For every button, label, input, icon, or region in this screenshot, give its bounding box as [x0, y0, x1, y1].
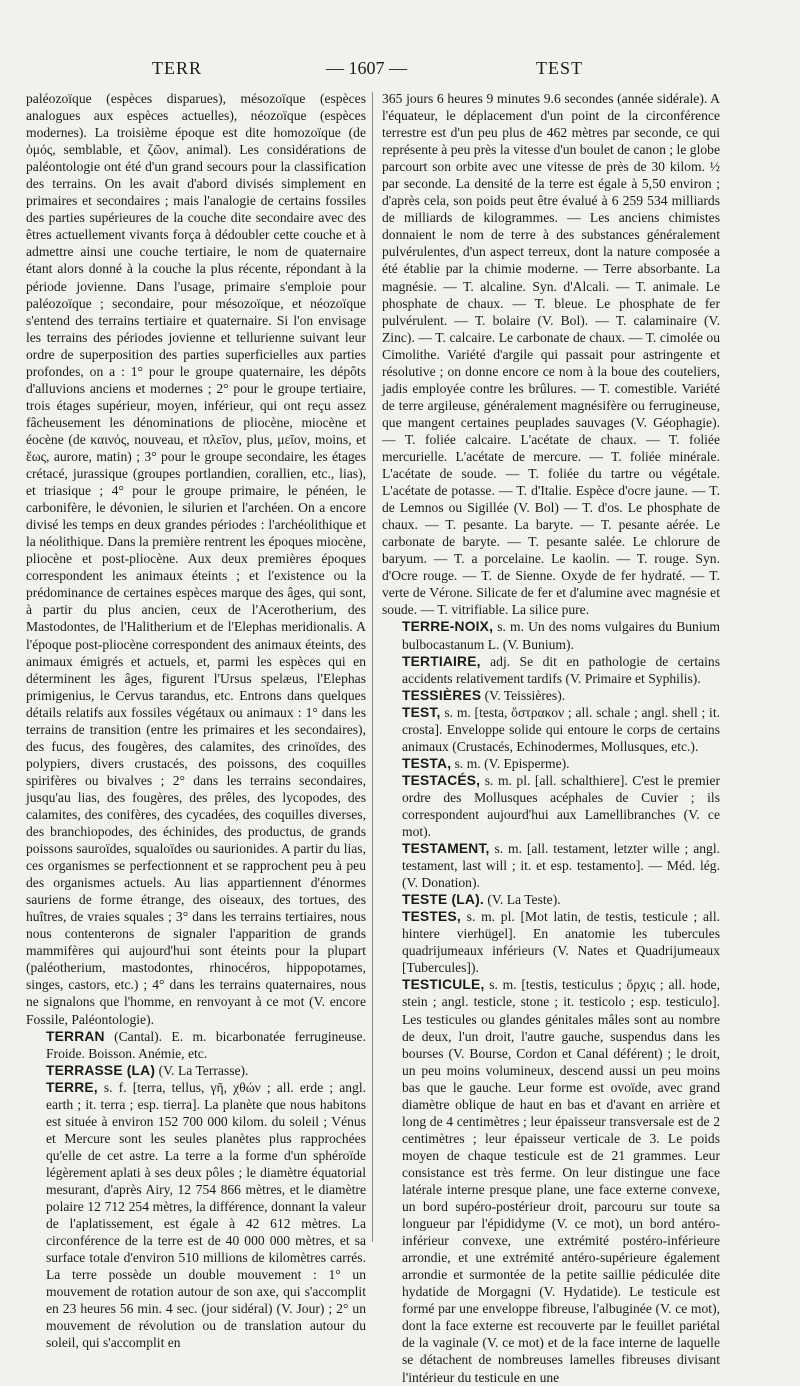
entry-terre — [26, 1079, 366, 1352]
header-right-word: TEST — [536, 58, 583, 78]
entry-terran — [26, 1028, 366, 1062]
entry-test — [382, 704, 720, 755]
definition-testament: s. m. [all. testament, letzter wille ; angl. testament, last will ; it. et esp. testamento]. — Méd. lég. (V. Donation). — [402, 841, 721, 891]
entry-terrasse — [26, 1062, 366, 1079]
entry-testes — [382, 908, 720, 976]
entry-teste — [382, 891, 720, 908]
headword-terrasse: TERRASSE (LA) — [46, 1062, 156, 1078]
definition-terre: s. f. [terra, tellus, γῆ, χθών ; all. erde ; angl. earth ; it. terra ; esp. tierra]. La planète que nous habitons est située à environ 152 700 000 kilom. du soleil ; Vénus et Mercure sont les seules planètes plus rapprochées qu'elle de cet astre. La terre a la forme d'un sphéroïde légèrement aplati à ses deux pôles ; le diamètre équatorial mesurant, d'après Airy, 12 754 866 mètres, et le diamètre polaire 12 712 254 mètres, la différence, donnant la valeur de l'aplatissement, est égale à 42 612 mètres. La circonférence de la terre est de 40 000 000 mètres, et sa surface totale d'environ 510 millions de kilomètres carrés. La terre possède un double mouvement : 1° un mouvement de rotation autour de son axe, qui s'accomplit en 23 heures 56 min. 4 sec. (jour sidéral) (V. Jour) ; 2° un mouvement de révolution ou de translation autour du soleil, qui s'accomplit en — [46, 1079, 366, 1351]
entry-testicule — [382, 976, 720, 1385]
headword-terre-noix: TERRE-NOIX, — [402, 619, 494, 635]
headword-testament: TESTAMENT, — [402, 841, 490, 857]
headword-terre: TERRE, — [46, 1079, 98, 1095]
definition-tertiaire: adj. Se dit en pathologie de certains accidents relativement tardifs (V. Primaire et Syphilis). — [402, 653, 721, 686]
headword-tessieres: TESSIÈRES — [402, 687, 482, 703]
headword-teste: TESTE (LA). — [402, 892, 484, 908]
left-column — [26, 90, 366, 1351]
headword-testicule: TESTICULE, — [402, 977, 485, 993]
definition-terrasse: (V. La Terrasse). — [158, 1062, 249, 1078]
entry-tessieres — [382, 687, 720, 704]
header-left-word: TERR — [152, 58, 203, 78]
headword-testes: TESTES, — [402, 909, 461, 925]
right-column — [382, 90, 721, 1385]
definition-test: s. m. [testa, ὄστρακον ; all. schale ; angl. shell ; it. crosta]. Enveloppe solide qui entoure le corps de certains animaux (Crustacés, Echinodermes, Mollusques, etc.). — [402, 704, 721, 754]
entry-testaces — [382, 772, 720, 840]
definition-testicule: s. m. [testis, testiculus ; ὄρχις ; all. hode, stein ; angl. testicle, stone ; it. testicolo ; esp. testiculo]. Les testicules ou glandes génitales mâles sont au nombre de deux, l'un droit, l'autre gauche, suspendus dans les bourses (V. Bourse, Cordon et Canal déférent) ; le droit, un peu moins volumineux, descend aussi un peu moins bas que le gauche. Leur forme est ovoïde, avec grand diamètre oblique de haut en bas et d'avant en arrière et long de 4 centimètres ; leur épaisseur transversale est de 2 centimètres ; leur épaisseur verticale de 3. Le poids moyen de chaque testicule est de 21 grammes. Leur consistance est très ferme. On leur distingue une face latérale interne presque plane, une face externe convexe, un bord supéro-postérieur droit, parcouru sur toute sa longueur par l'épididyme (V. ce mot), un bord antéro-inférieur convexe, une extrémité postéro-inférieure arrondie, et une extrémité antéro-supérieure également arrondie et surmontée de la petite saillie pédiculée dite hydatide de Morgagni (V. Hydatide). Le testicule est formé par une enveloppe fibreuse, l'albuginée (V. ce mot), dont la face externe est recouverte par le feuillet pariétal de la vaginale (V. ce mot) et de la face interne de laquelle se détachent de nombreuses lamelles fibreuses divisant l'intérieur du testicule en une — [402, 977, 720, 1385]
definition-terre-noix: s. m. Un des noms vulgaires du Bunium bulbocastanum L. (V. Bunium). — [402, 619, 721, 652]
column-divider — [372, 92, 373, 1242]
definition-tessieres: (V. Teissières). — [484, 687, 566, 703]
headword-test: TEST, — [402, 704, 441, 720]
definition-testa: s. m. (V. Episperme). — [454, 755, 570, 771]
entry-terre-noix — [382, 618, 720, 652]
entry-testa — [382, 755, 720, 772]
headword-terran: TERRAN — [46, 1028, 105, 1044]
headword-testaces: TESTACÉS, — [402, 772, 481, 788]
running-header — [0, 58, 800, 84]
definition-testes: s. m. pl. [Mot latin, de testis, testicule ; all. hintere vierhügel]. En anatomie les tubercules quadrijumeaux inférieurs (V. Nates et Quadrijumeaux [Tubercules]). — [402, 909, 720, 976]
entry-testament — [382, 840, 720, 891]
definition-teste: (V. La Teste). — [487, 892, 561, 908]
headword-testa: TESTA, — [402, 755, 452, 771]
definition-terran: (Cantal). E. m. bicarbonatée ferrugineuse. Froide. Boisson. Anémie, etc. — [46, 1028, 366, 1061]
headword-tertiaire: TERTIAIRE, — [402, 653, 481, 669]
entry-tertiaire — [382, 653, 720, 687]
page-number: — 1607 — — [326, 58, 407, 78]
terre-geology-continuation: paléozoïque (espèces disparues), mésozoïque (espèces analogues aux espèces actuelles), néozoïque (espèces modernes). La troisième époque est dite homozoïque (de ὁμός, semblable, et ζῶον, animal). Les considérations de paléontologie ont été d'un grand secours pour la classification des terrains. On les avait d'abord divisés simplement en primaires et secondaires ; mais l'analogie de certains fossiles des parties supérieures de la couche dite secondaire avec des êtres actuellement vivants força à dédoubler cette couche et à admettre ainsi une couche tertiaire, le nom de quaternaire étant alors donné à la couche la plus récente, répondant à la période jovienne. Dans l'usage, primaire s'emploie pour paléozoïque ; secondaire, pour mésozoïque, et néozoïque s'entend des terrains tertiaire et quaternaire. Si l'on envisage les terrains des périodes jovienne et tellurienne suivant leur ordre de superposition des parties superficielles aux parties profondes, on a : 1° pour le groupe quaternaire, les dépôts d'alluvions anciens et modernes ; 2° pour le groupe tertiaire, trois étages supérieur, moyen, inférieur, qui ont reçu assez fâcheusement les dénominations de pliocène, miocène et éocène (de καινός, nouveau, et πλεῖον, plus, μεῖον, moins, et ἕως, aurore, matin) ; 3° pour le groupe secondaire, les étages crétacé, jurassique (groupes portlandien, corallien, etc., lias), et triasique ; 4° pour le groupe primaire, le pénéen, le carbonifère, le dévonien, le silurien et l'archéen. On a encore divisé les temps en deux grandes périodes : l'archéolithique et la néolithique. Dans la première rentrent les époques miocène, pliocène et post-pliocène. Aux deux premières époques correspondent les animaux éteints ; et l'existence ou la prédominance de certaines espèces marque des âges, qui sont, à partir du plus ancien, ceux de l'Acerotherium, des Mastodontes, de l'Halitherium et de l'Elephas meridionalis. A l'époque post-pliocène correspondent des animaux éteints, des animaux émigrés et actuels, et, parmi les espèces qui en déterminent les âges, figurent l'Ursus spelæus, l'Elephas primigenius, le Cervus tarandus, etc. Entrons dans quelques détails relatifs aux fossiles végétaux ou animaux : 1° dans les terrains de transition (entre les primaires et les secondaires), des fucus, des fougères, des calamites, des crinoïdes, des polypiers, divers crustacés, des poissons, des coquilles spirifères ou bivalves ; 2° dans les terrains secondaires, jusqu'au lias, des fougères, des prêles, des lycopodes, des calamites, des conifères, des cycadées, des coquilles diverses, des branchiopodes, des échinides, des productus, de grands poissons sauroïdes, squaloïdes ou saurionides. A partir du lias, ces organismes se perfectionnent et se rapprochent peu à peu des organismes actuels. Au lias appartiennent d'énormes sauriens de forme étrange, des oiseaux, des tortues, des huîtres, de vraies squales ; 3° dans les terrains tertiaires, nous nous contenterons de signaler l'apparition de grands mammifères qui aujourd'hui sont éteints pour la plupart (paléotherium, mastodontes, rhinocéros, hippopotames, singes, castors, etc.) ; 4° dans les terrains quaternaires, nous ne signalons que l'homme, en renvoyant à ce mot (V. encore Fossile, Paléontologie). — [26, 91, 366, 1027]
definition-testaces: s. m. pl. [all. schalthiere]. C'est le premier ordre des Mollusques acéphales de Cuvier ; ils correspondent aujourd'hui aux Lamellibranches (V. ce mot). — [402, 772, 720, 840]
terre-continuation: 365 jours 6 heures 9 minutes 9.6 secondes (année sidérale). A l'équateur, le déplacement d'un point de la circonférence terrestre est d'un peu plus de 462 mètres par seconde, ce qui représente à peu près la vitesse d'un boulet de canon ; le globe parcourt son orbite avec une vitesse de près de 30 kilom. ½ par seconde. La densité de la terre est égale à 5,50 environ ; d'après cela, son poids peut être évalué à 6 259 534 milliards de milliards de kilogrammes. — Les anciens chimistes donnaient le nom de terre à des substances généralement pulvérulentes, d'un aspect terreux, dont la nature composée a été établie par la chimie moderne. — Terre absorbante. La magnésie. — T. alcaline. Syn. d'Alcali. — T. animale. Le phosphate de chaux. — T. bleue. Le phosphate de fer pulvérulent. — T. bolaire (V. Bol). — T. calaminaire (V. Zinc). — T. calcaire. Le carbonate de chaux. — T. cimolée ou Cimolithe. Variété d'argile qui passait pour astringente et résolutive ; on donne encore ce nom à la boue des couteliers, jadis employée contre les brûlures. — T. comestible. Variété de terre argileuse, généralement magnésifère ou ferrugineuse, que mangent certaines peuplades sauvages (V. Géophagie). — T. foliée calcaire. L'acétate de chaux. — T. foliée mercurielle. L'acétate de mercure. — T. foliée minérale. L'acétate de soude. — T. foliée du tartre ou végétale. L'acétate de potasse. — T. d'Italie. Espèce d'ocre jaune. — T. de Lemnos ou Sigillée (V. Bol) — T. d'os. Le phosphate de chaux. — T. pesante. La baryte. — T. pesante aérée. Le carbonate de baryte. — T. pesante salée. Le chlorure de baryum. — T. a porcelaine. Le kaolin. — T. rouge. Syn. d'Ocre rouge. — T. de Sienne. Oxyde de fer hydraté. — T. verte de Vérone. Silicate de fer et d'alumine avec magnésie et soude. — T. vitrifiable. La silice pure. — [382, 91, 720, 618]
